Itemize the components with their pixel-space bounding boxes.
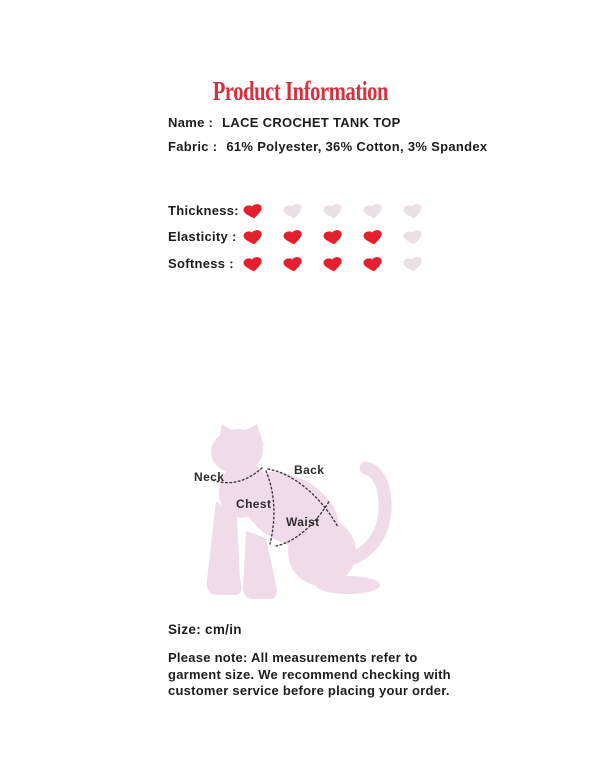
back-label: Back [294,463,325,477]
product-name-row [168,115,401,130]
softness-label: Softness : [168,256,234,271]
softness-rating-row [168,256,234,273]
thickness-hearts [242,204,442,219]
heart-icon [401,228,425,246]
name-value: LACE CROCHET TANK TOP [222,115,401,130]
note-line-1: Please note: All measurements refer to [168,650,418,665]
size-unit-text: Size: cm/in [168,622,242,637]
heart-icon [321,255,345,273]
elasticity-hearts [242,230,442,245]
name-label: Name : [168,115,214,130]
neck-label: Neck [194,470,225,484]
elasticity-rating-row [168,229,237,246]
heart-icon [361,228,385,246]
heart-icon [361,202,385,220]
product-fabric-row [168,139,487,154]
page-title-text: Product Information [212,76,388,106]
heart-icon [241,202,265,220]
note-line-3: customer service before placing your order. [168,683,450,698]
measurement-note [168,650,451,700]
thickness-rating-row [168,203,239,220]
heart-icon [361,255,385,273]
softness-hearts [242,257,442,272]
heart-icon [281,202,305,220]
chest-label: Chest [236,497,272,511]
heart-icon [401,255,425,273]
heart-icon [401,202,425,220]
note-line-2: garment size. We recommend checking with [168,666,451,682]
size-diagram [180,413,410,608]
page-title [0,76,600,107]
waist-label: Waist [286,515,320,529]
heart-icon [241,228,265,246]
heart-icon [281,228,305,246]
heart-icon [321,228,345,246]
heart-icon [241,255,265,273]
heart-icon [281,255,305,273]
thickness-label: Thickness: [168,203,239,218]
cat-silhouette [180,413,410,608]
heart-icon [321,202,345,220]
fabric-label: Fabric : [168,139,218,154]
fabric-value: 61% Polyester, 36% Cotton, 3% Spandex [226,139,488,154]
elasticity-label: Elasticity : [168,229,237,244]
